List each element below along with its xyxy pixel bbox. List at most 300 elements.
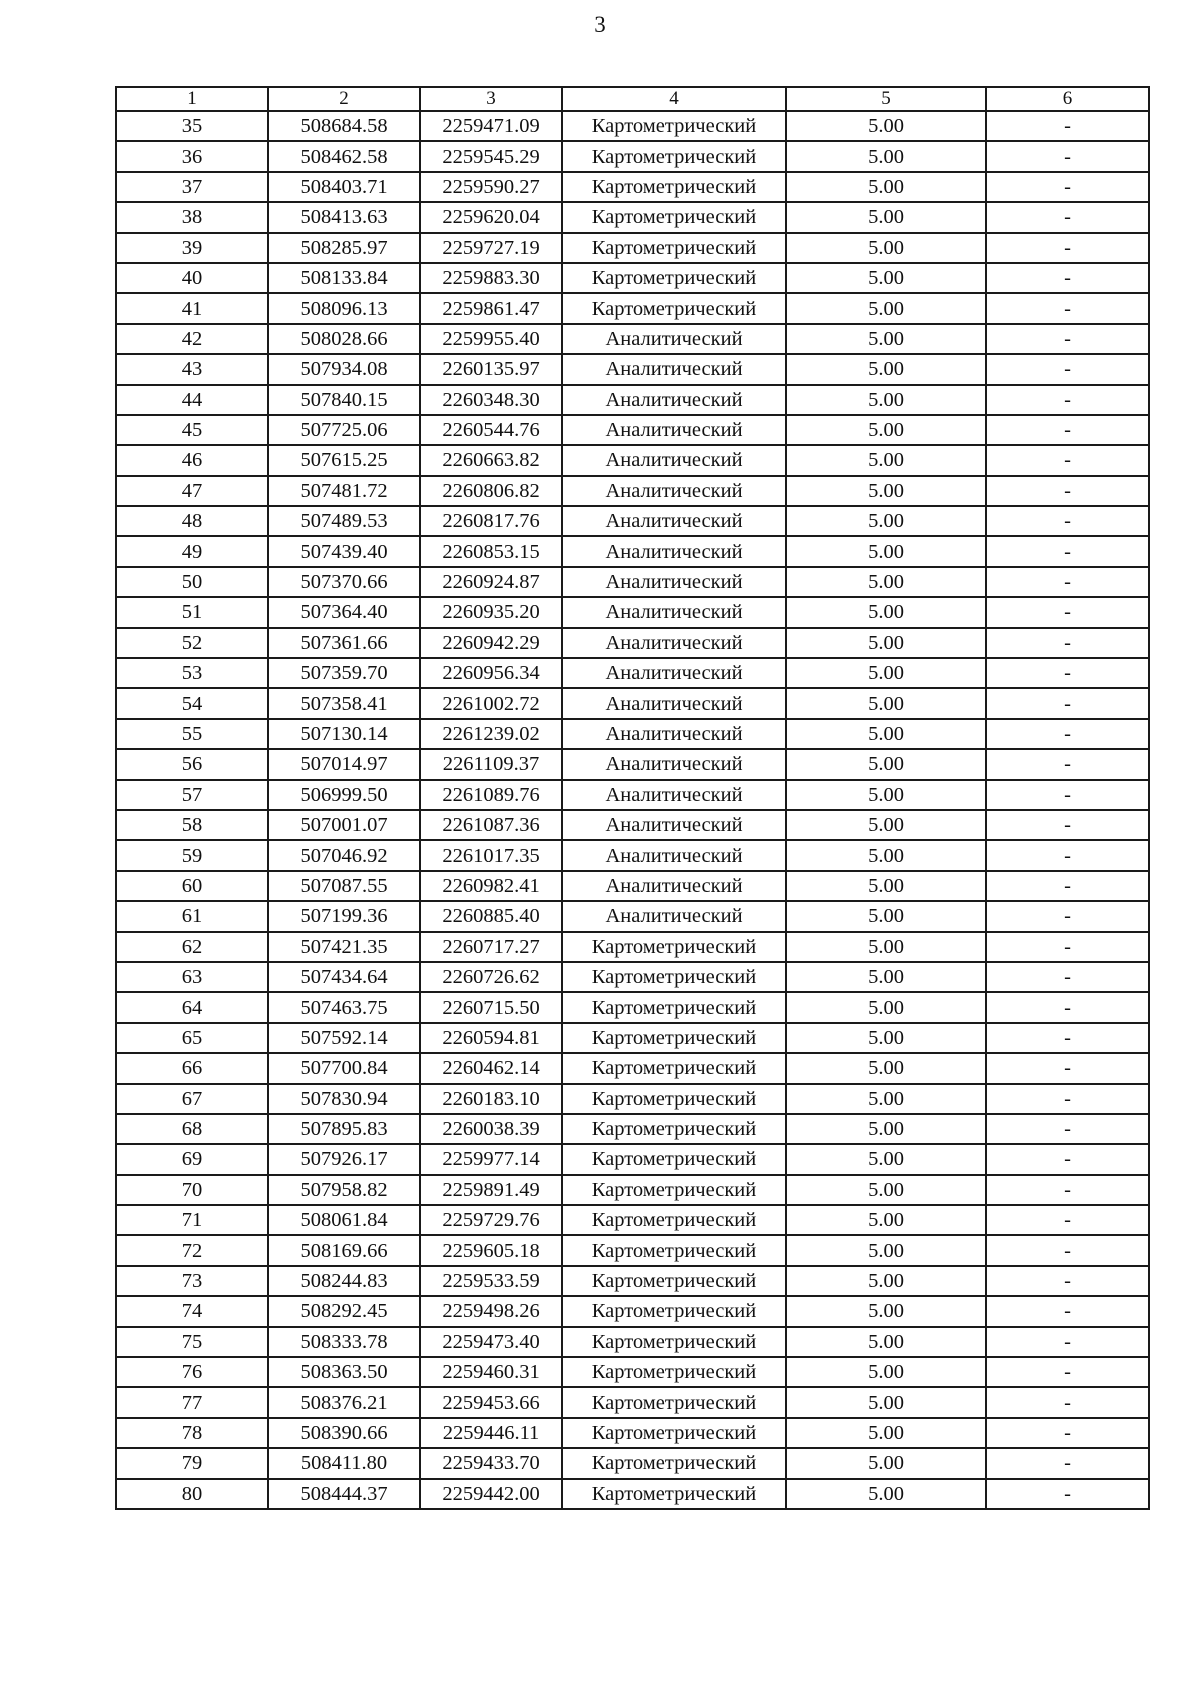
point-number-cell: 37 <box>116 172 268 202</box>
accuracy-cell: 5.00 <box>786 962 986 992</box>
x-coordinate-cell: 507615.25 <box>268 445 420 475</box>
y-coordinate-cell: 2259727.19 <box>420 233 562 263</box>
point-number-cell: 58 <box>116 810 268 840</box>
table-row <box>116 1296 1149 1326</box>
y-coordinate-cell: 2260717.27 <box>420 932 562 962</box>
point-number-cell: 65 <box>116 1023 268 1053</box>
table-row <box>116 1327 1149 1357</box>
table-row <box>116 1175 1149 1205</box>
note-cell: - <box>986 1479 1149 1509</box>
method-cell: Аналитический <box>562 688 786 718</box>
table-row <box>116 901 1149 931</box>
point-number-cell: 77 <box>116 1387 268 1417</box>
note-cell: - <box>986 871 1149 901</box>
note-cell: - <box>986 688 1149 718</box>
accuracy-cell: 5.00 <box>786 233 986 263</box>
x-coordinate-cell: 507370.66 <box>268 567 420 597</box>
note-cell: - <box>986 901 1149 931</box>
method-cell: Аналитический <box>562 719 786 749</box>
method-cell: Картометрический <box>562 1479 786 1509</box>
table-row <box>116 354 1149 384</box>
y-coordinate-cell: 2259453.66 <box>420 1387 562 1417</box>
y-coordinate-cell: 2261087.36 <box>420 810 562 840</box>
y-coordinate-cell: 2260462.14 <box>420 1053 562 1083</box>
method-cell: Картометрический <box>562 1327 786 1357</box>
method-cell: Картометрический <box>562 263 786 293</box>
accuracy-cell: 5.00 <box>786 506 986 536</box>
method-cell: Картометрический <box>562 1205 786 1235</box>
point-number-cell: 57 <box>116 780 268 810</box>
accuracy-cell: 5.00 <box>786 992 986 1022</box>
x-coordinate-cell: 508096.13 <box>268 293 420 323</box>
x-coordinate-cell: 508028.66 <box>268 324 420 354</box>
y-coordinate-cell: 2259861.47 <box>420 293 562 323</box>
accuracy-cell: 5.00 <box>786 628 986 658</box>
table-row <box>116 1144 1149 1174</box>
point-number-cell: 69 <box>116 1144 268 1174</box>
point-number-cell: 51 <box>116 597 268 627</box>
accuracy-cell: 5.00 <box>786 324 986 354</box>
y-coordinate-cell: 2260885.40 <box>420 901 562 931</box>
note-cell: - <box>986 597 1149 627</box>
point-number-cell: 56 <box>116 749 268 779</box>
accuracy-cell: 5.00 <box>786 1175 986 1205</box>
table-row <box>116 871 1149 901</box>
x-coordinate-cell: 508411.80 <box>268 1448 420 1478</box>
table-row <box>116 1448 1149 1478</box>
table-row <box>116 385 1149 415</box>
point-number-cell: 79 <box>116 1448 268 1478</box>
note-cell: - <box>986 1327 1149 1357</box>
accuracy-cell: 5.00 <box>786 1144 986 1174</box>
point-number-cell: 62 <box>116 932 268 962</box>
accuracy-cell: 5.00 <box>786 1205 986 1235</box>
x-coordinate-cell: 507592.14 <box>268 1023 420 1053</box>
note-cell: - <box>986 658 1149 688</box>
column-header: 2 <box>268 87 420 111</box>
point-number-cell: 70 <box>116 1175 268 1205</box>
x-coordinate-cell: 506999.50 <box>268 780 420 810</box>
note-cell: - <box>986 1448 1149 1478</box>
note-cell: - <box>986 476 1149 506</box>
accuracy-cell: 5.00 <box>786 1053 986 1083</box>
point-number-cell: 68 <box>116 1114 268 1144</box>
point-number-cell: 76 <box>116 1357 268 1387</box>
method-cell: Аналитический <box>562 780 786 810</box>
point-number-cell: 39 <box>116 233 268 263</box>
method-cell: Аналитический <box>562 324 786 354</box>
point-number-cell: 71 <box>116 1205 268 1235</box>
accuracy-cell: 5.00 <box>786 1479 986 1509</box>
point-number-cell: 43 <box>116 354 268 384</box>
note-cell: - <box>986 1144 1149 1174</box>
y-coordinate-cell: 2260726.62 <box>420 962 562 992</box>
table-row <box>116 141 1149 171</box>
note-cell: - <box>986 1023 1149 1053</box>
table-row <box>116 1479 1149 1509</box>
y-coordinate-cell: 2260924.87 <box>420 567 562 597</box>
accuracy-cell: 5.00 <box>786 445 986 475</box>
table-row <box>116 415 1149 445</box>
accuracy-cell: 5.00 <box>786 172 986 202</box>
table-row <box>116 1205 1149 1235</box>
note-cell: - <box>986 719 1149 749</box>
method-cell: Картометрический <box>562 202 786 232</box>
table-header-row <box>116 87 1149 111</box>
accuracy-cell: 5.00 <box>786 141 986 171</box>
y-coordinate-cell: 2261017.35 <box>420 840 562 870</box>
note-cell: - <box>986 445 1149 475</box>
table-row <box>116 1266 1149 1296</box>
table-row <box>116 536 1149 566</box>
method-cell: Картометрический <box>562 1357 786 1387</box>
method-cell: Аналитический <box>562 415 786 445</box>
x-coordinate-cell: 507364.40 <box>268 597 420 627</box>
note-cell: - <box>986 354 1149 384</box>
y-coordinate-cell: 2260982.41 <box>420 871 562 901</box>
y-coordinate-cell: 2259605.18 <box>420 1235 562 1265</box>
note-cell: - <box>986 111 1149 141</box>
column-header: 5 <box>786 87 986 111</box>
y-coordinate-cell: 2261002.72 <box>420 688 562 718</box>
method-cell: Картометрический <box>562 962 786 992</box>
point-number-cell: 74 <box>116 1296 268 1326</box>
method-cell: Аналитический <box>562 840 786 870</box>
table-row <box>116 1418 1149 1448</box>
table-row <box>116 476 1149 506</box>
x-coordinate-cell: 507725.06 <box>268 415 420 445</box>
accuracy-cell: 5.00 <box>786 1387 986 1417</box>
method-cell: Картометрический <box>562 992 786 1022</box>
method-cell: Картометрический <box>562 1296 786 1326</box>
method-cell: Аналитический <box>562 445 786 475</box>
method-cell: Картометрический <box>562 293 786 323</box>
y-coordinate-cell: 2259446.11 <box>420 1418 562 1448</box>
note-cell: - <box>986 233 1149 263</box>
accuracy-cell: 5.00 <box>786 1357 986 1387</box>
x-coordinate-cell: 507439.40 <box>268 536 420 566</box>
coordinates-table <box>115 86 1150 1510</box>
accuracy-cell: 5.00 <box>786 293 986 323</box>
note-cell: - <box>986 1084 1149 1114</box>
table-row <box>116 111 1149 141</box>
x-coordinate-cell: 507359.70 <box>268 658 420 688</box>
point-number-cell: 46 <box>116 445 268 475</box>
point-number-cell: 80 <box>116 1479 268 1509</box>
x-coordinate-cell: 508169.66 <box>268 1235 420 1265</box>
method-cell: Картометрический <box>562 1387 786 1417</box>
point-number-cell: 60 <box>116 871 268 901</box>
method-cell: Аналитический <box>562 385 786 415</box>
method-cell: Аналитический <box>562 597 786 627</box>
y-coordinate-cell: 2260348.30 <box>420 385 562 415</box>
x-coordinate-cell: 507463.75 <box>268 992 420 1022</box>
accuracy-cell: 5.00 <box>786 719 986 749</box>
y-coordinate-cell: 2259590.27 <box>420 172 562 202</box>
accuracy-cell: 5.00 <box>786 536 986 566</box>
accuracy-cell: 5.00 <box>786 1448 986 1478</box>
table-row <box>116 992 1149 1022</box>
note-cell: - <box>986 1357 1149 1387</box>
y-coordinate-cell: 2259891.49 <box>420 1175 562 1205</box>
method-cell: Картометрический <box>562 1175 786 1205</box>
note-cell: - <box>986 293 1149 323</box>
accuracy-cell: 5.00 <box>786 658 986 688</box>
x-coordinate-cell: 507001.07 <box>268 810 420 840</box>
column-header: 4 <box>562 87 786 111</box>
accuracy-cell: 5.00 <box>786 1266 986 1296</box>
note-cell: - <box>986 536 1149 566</box>
y-coordinate-cell: 2259460.31 <box>420 1357 562 1387</box>
table-row <box>116 567 1149 597</box>
y-coordinate-cell: 2261089.76 <box>420 780 562 810</box>
method-cell: Аналитический <box>562 749 786 779</box>
note-cell: - <box>986 1418 1149 1448</box>
point-number-cell: 38 <box>116 202 268 232</box>
x-coordinate-cell: 507895.83 <box>268 1114 420 1144</box>
y-coordinate-cell: 2259433.70 <box>420 1448 562 1478</box>
note-cell: - <box>986 932 1149 962</box>
accuracy-cell: 5.00 <box>786 263 986 293</box>
table-row <box>116 263 1149 293</box>
y-coordinate-cell: 2260956.34 <box>420 658 562 688</box>
point-number-cell: 55 <box>116 719 268 749</box>
method-cell: Картометрический <box>562 932 786 962</box>
point-number-cell: 73 <box>116 1266 268 1296</box>
table-row <box>116 658 1149 688</box>
point-number-cell: 59 <box>116 840 268 870</box>
table-row <box>116 324 1149 354</box>
x-coordinate-cell: 507489.53 <box>268 506 420 536</box>
method-cell: Картометрический <box>562 233 786 263</box>
table-row <box>116 506 1149 536</box>
point-number-cell: 66 <box>116 1053 268 1083</box>
y-coordinate-cell: 2259498.26 <box>420 1296 562 1326</box>
method-cell: Картометрический <box>562 1084 786 1114</box>
accuracy-cell: 5.00 <box>786 111 986 141</box>
page-number: 3 <box>594 12 606 37</box>
method-cell: Аналитический <box>562 871 786 901</box>
point-number-cell: 35 <box>116 111 268 141</box>
method-cell: Аналитический <box>562 567 786 597</box>
note-cell: - <box>986 506 1149 536</box>
accuracy-cell: 5.00 <box>786 1084 986 1114</box>
method-cell: Картометрический <box>562 1114 786 1144</box>
accuracy-cell: 5.00 <box>786 1235 986 1265</box>
accuracy-cell: 5.00 <box>786 1023 986 1053</box>
point-number-cell: 40 <box>116 263 268 293</box>
method-cell: Картометрический <box>562 1053 786 1083</box>
method-cell: Аналитический <box>562 901 786 931</box>
accuracy-cell: 5.00 <box>786 810 986 840</box>
point-number-cell: 42 <box>116 324 268 354</box>
note-cell: - <box>986 1053 1149 1083</box>
y-coordinate-cell: 2259471.09 <box>420 111 562 141</box>
table-row <box>116 293 1149 323</box>
table-row <box>116 1114 1149 1144</box>
y-coordinate-cell: 2259977.14 <box>420 1144 562 1174</box>
y-coordinate-cell: 2261239.02 <box>420 719 562 749</box>
note-cell: - <box>986 1114 1149 1144</box>
point-number-cell: 64 <box>116 992 268 1022</box>
point-number-cell: 41 <box>116 293 268 323</box>
table-row <box>116 202 1149 232</box>
note-cell: - <box>986 385 1149 415</box>
note-cell: - <box>986 1266 1149 1296</box>
accuracy-cell: 5.00 <box>786 1327 986 1357</box>
table-row <box>116 780 1149 810</box>
accuracy-cell: 5.00 <box>786 1296 986 1326</box>
note-cell: - <box>986 1387 1149 1417</box>
note-cell: - <box>986 780 1149 810</box>
method-cell: Аналитический <box>562 628 786 658</box>
method-cell: Картометрический <box>562 1144 786 1174</box>
y-coordinate-cell: 2259533.59 <box>420 1266 562 1296</box>
note-cell: - <box>986 840 1149 870</box>
method-cell: Картометрический <box>562 1418 786 1448</box>
y-coordinate-cell: 2259545.29 <box>420 141 562 171</box>
x-coordinate-cell: 508444.37 <box>268 1479 420 1509</box>
note-cell: - <box>986 324 1149 354</box>
x-coordinate-cell: 508333.78 <box>268 1327 420 1357</box>
table-row <box>116 1023 1149 1053</box>
x-coordinate-cell: 508390.66 <box>268 1418 420 1448</box>
y-coordinate-cell: 2259729.76 <box>420 1205 562 1235</box>
note-cell: - <box>986 202 1149 232</box>
x-coordinate-cell: 508376.21 <box>268 1387 420 1417</box>
accuracy-cell: 5.00 <box>786 932 986 962</box>
y-coordinate-cell: 2260806.82 <box>420 476 562 506</box>
method-cell: Картометрический <box>562 1448 786 1478</box>
note-cell: - <box>986 415 1149 445</box>
table-row <box>116 1235 1149 1265</box>
column-header: 6 <box>986 87 1149 111</box>
method-cell: Аналитический <box>562 536 786 566</box>
method-cell: Картометрический <box>562 111 786 141</box>
method-cell: Аналитический <box>562 354 786 384</box>
table-row <box>116 840 1149 870</box>
x-coordinate-cell: 507421.35 <box>268 932 420 962</box>
table-row <box>116 445 1149 475</box>
method-cell: Картометрический <box>562 1023 786 1053</box>
x-coordinate-cell: 507358.41 <box>268 688 420 718</box>
table-row <box>116 628 1149 658</box>
table-row <box>116 749 1149 779</box>
accuracy-cell: 5.00 <box>786 780 986 810</box>
note-cell: - <box>986 141 1149 171</box>
accuracy-cell: 5.00 <box>786 749 986 779</box>
accuracy-cell: 5.00 <box>786 476 986 506</box>
x-coordinate-cell: 507199.36 <box>268 901 420 931</box>
accuracy-cell: 5.00 <box>786 567 986 597</box>
table-body <box>116 111 1149 1509</box>
x-coordinate-cell: 507087.55 <box>268 871 420 901</box>
point-number-cell: 67 <box>116 1084 268 1114</box>
column-header: 3 <box>420 87 562 111</box>
x-coordinate-cell: 507481.72 <box>268 476 420 506</box>
x-coordinate-cell: 507958.82 <box>268 1175 420 1205</box>
note-cell: - <box>986 567 1149 597</box>
point-number-cell: 50 <box>116 567 268 597</box>
table-row <box>116 810 1149 840</box>
y-coordinate-cell: 2259620.04 <box>420 202 562 232</box>
accuracy-cell: 5.00 <box>786 415 986 445</box>
table-row <box>116 597 1149 627</box>
x-coordinate-cell: 507700.84 <box>268 1053 420 1083</box>
y-coordinate-cell: 2259442.00 <box>420 1479 562 1509</box>
accuracy-cell: 5.00 <box>786 688 986 718</box>
x-coordinate-cell: 508462.58 <box>268 141 420 171</box>
note-cell: - <box>986 1205 1149 1235</box>
point-number-cell: 54 <box>116 688 268 718</box>
point-number-cell: 72 <box>116 1235 268 1265</box>
x-coordinate-cell: 507046.92 <box>268 840 420 870</box>
y-coordinate-cell: 2260544.76 <box>420 415 562 445</box>
table-row <box>116 1357 1149 1387</box>
note-cell: - <box>986 992 1149 1022</box>
point-number-cell: 49 <box>116 536 268 566</box>
accuracy-cell: 5.00 <box>786 354 986 384</box>
method-cell: Картометрический <box>562 141 786 171</box>
y-coordinate-cell: 2260183.10 <box>420 1084 562 1114</box>
table-row <box>116 719 1149 749</box>
method-cell: Аналитический <box>562 506 786 536</box>
x-coordinate-cell: 508684.58 <box>268 111 420 141</box>
x-coordinate-cell: 508244.83 <box>268 1266 420 1296</box>
y-coordinate-cell: 2259883.30 <box>420 263 562 293</box>
accuracy-cell: 5.00 <box>786 1418 986 1448</box>
note-cell: - <box>986 810 1149 840</box>
method-cell: Аналитический <box>562 476 786 506</box>
table-row <box>116 233 1149 263</box>
point-number-cell: 78 <box>116 1418 268 1448</box>
note-cell: - <box>986 263 1149 293</box>
x-coordinate-cell: 507014.97 <box>268 749 420 779</box>
table-row <box>116 688 1149 718</box>
method-cell: Картометрический <box>562 172 786 202</box>
table-row <box>116 1084 1149 1114</box>
x-coordinate-cell: 508363.50 <box>268 1357 420 1387</box>
y-coordinate-cell: 2261109.37 <box>420 749 562 779</box>
x-coordinate-cell: 507361.66 <box>268 628 420 658</box>
method-cell: Аналитический <box>562 810 786 840</box>
x-coordinate-cell: 508061.84 <box>268 1205 420 1235</box>
table-row <box>116 172 1149 202</box>
note-cell: - <box>986 628 1149 658</box>
point-number-cell: 48 <box>116 506 268 536</box>
x-coordinate-cell: 507830.94 <box>268 1084 420 1114</box>
note-cell: - <box>986 1235 1149 1265</box>
accuracy-cell: 5.00 <box>786 1114 986 1144</box>
point-number-cell: 36 <box>116 141 268 171</box>
y-coordinate-cell: 2260663.82 <box>420 445 562 475</box>
accuracy-cell: 5.00 <box>786 202 986 232</box>
accuracy-cell: 5.00 <box>786 597 986 627</box>
method-cell: Аналитический <box>562 658 786 688</box>
point-number-cell: 61 <box>116 901 268 931</box>
x-coordinate-cell: 508413.63 <box>268 202 420 232</box>
y-coordinate-cell: 2259955.40 <box>420 324 562 354</box>
point-number-cell: 45 <box>116 415 268 445</box>
y-coordinate-cell: 2260135.97 <box>420 354 562 384</box>
point-number-cell: 47 <box>116 476 268 506</box>
table-row <box>116 1387 1149 1417</box>
note-cell: - <box>986 172 1149 202</box>
x-coordinate-cell: 507934.08 <box>268 354 420 384</box>
y-coordinate-cell: 2259473.40 <box>420 1327 562 1357</box>
note-cell: - <box>986 1296 1149 1326</box>
x-coordinate-cell: 508285.97 <box>268 233 420 263</box>
